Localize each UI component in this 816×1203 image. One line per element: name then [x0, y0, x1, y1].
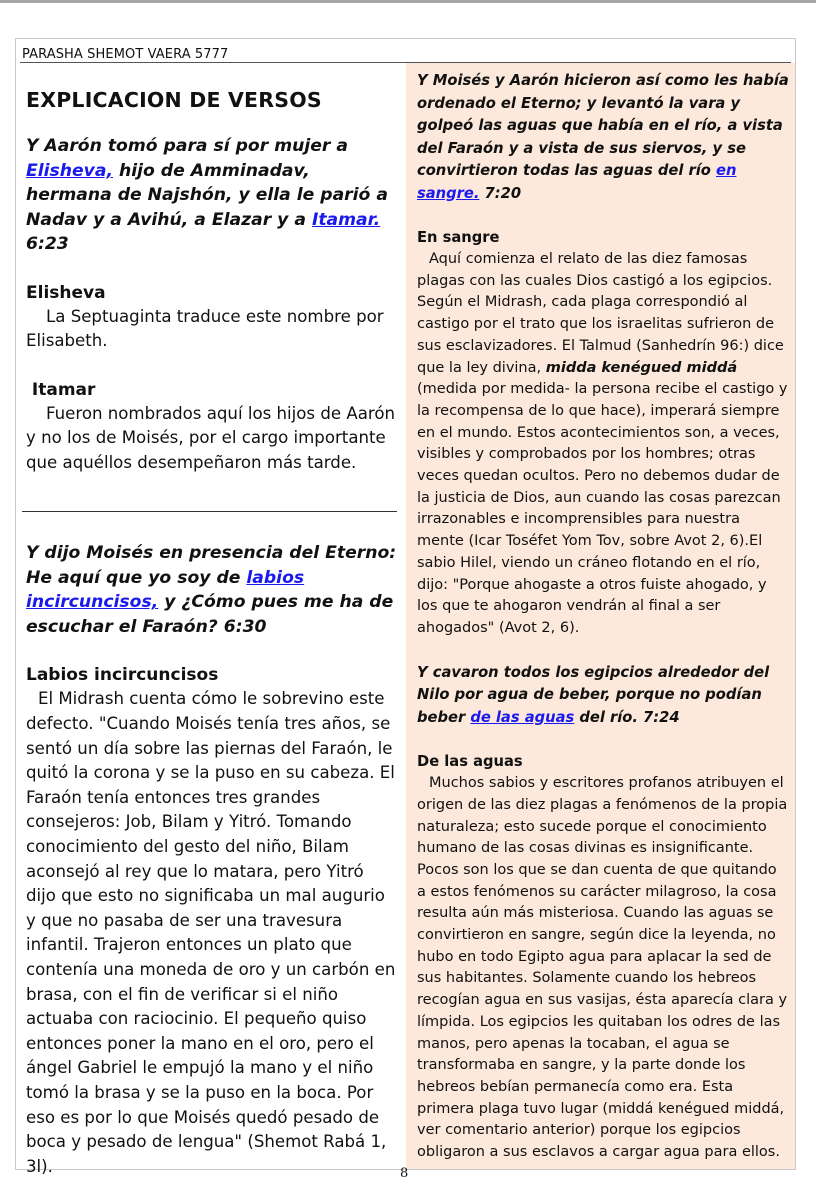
link-labios-incircuncisos[interactable]: labios incircuncisos, [26, 567, 305, 613]
term-de-las-aguas: De las aguas [417, 753, 523, 771]
left-column [26, 88, 398, 1179]
right-column [417, 70, 789, 1164]
term-en-sangre: En sangre [417, 229, 500, 246]
body-itamar: Fueron nombrados aquí los hijos de Aarón y no los de Moisés, por el cargo importante que aquéllos desempeñaron más tarde. [26, 403, 395, 472]
body-en-sangre: Aquí comienza el relato de las diez famosas plagas con las cuales Dios castigó a los egipcios. Según el Midrash, cada plaga correspondió al castigo por el trato que los israelitas sufrieron de sus esclavizadores. El Talmud (Sanhedrín 96:) dice que la ley divina, midda kenégued middá (medida por medida- la persona recibe el castigo y la recompensa de lo que hace), imperará siempre en el mundo. Estos acontecimientos son, a veces, visibles y comprobados por los hombres; otras veces quedan ocultos. Pero no debemos dudar de la justicia de Dios, aun cuando las cosas parezcan irrazonables e incomprensibles para nuestra mente (Icar Toséfet Yom Tov, sobre Avot 2, 6).El sabio Hilel, viendo un cráneo flotando en el río, dijo: "Porque ahogaste a otros fuiste ahogado, y los que te ahogaron vendrán al final a ser ahogados" (Avot 2, 6). [417, 251, 788, 636]
term-itamar: Itamar [31, 379, 96, 400]
body-elisheva: La Septuaginta traduce este nombre por Elisabeth. [26, 306, 384, 351]
verse-6-23: Y Aarón tomó para sí por mujer a Elisheva, hijo de Amminadav, hermana de Najshón, y ella le parió a Nadav y a Avihú, a Elazar y a Itamar. 6:23 [26, 136, 388, 254]
running-header: PARASHA SHEMOT VAERA 5777 [22, 47, 229, 62]
verse-6-30: Y dijo Moisés en presencia del Eterno: He aquí que yo soy de labios incircuncisos, y ¿Cómo pues me ha de escuchar el Faraón? 6:30 [26, 543, 397, 637]
link-de-las-aguas[interactable]: de las aguas [470, 708, 575, 726]
emphasis-midda-keneguerd: midda kenégued middá [545, 359, 738, 376]
body-labios-incircuncisos: El Midrash cuenta cómo le sobrevino este defecto. "Cuando Moisés tenía tres años, se sentó un día sobre las piernas del Faraón, le quitó la corona y se la puso en su cabeza. El Faraón tenía entonces tres grandes consejeros: Job, Bilam y Yitró. Tomando conocimiento del gesto del niño, Bilam aconsejó al rey que lo matara, pero Yitró dijo que esto no significaba un mal augurio y que no pasaba de ser una travesura infantil. Trajeron entonces un plato que contenía una moneda de oro y un carbón en brasa, con el fin de verificar si el niño actuaba con raciocinio. El pequeño quiso entonces poner la mano en el oro, pero el ángel Gabriel le empujó la mano y el niño tomó la brasa y se la puso en la boca. Por eso es por lo que Moisés quedó pesado de boca y pesado de lengua" (Shemot Rabá 1, 3l). [26, 689, 396, 1176]
top-border [0, 0, 816, 3]
section-title: EXPLICACION DE VERSOS [26, 88, 322, 112]
verse-7-20: Y Moisés y Aarón hicieron así como les había ordenado el Eterno; y levantó la vara y golpeó las aguas que había en el río, a vista del Faraón y a vista de sus siervos, y se convirtieron todas las aguas del río en sangre. 7:20 [417, 72, 789, 202]
term-elisheva: Elisheva [26, 282, 106, 303]
body-de-las-aguas: Muchos sabios y escritores profanos atribuyen el origen de las diez plagas a fenómenos de la propia naturaleza; esto sucede porque el conocimiento humano de las cosas divinas es insignificante. Pocos son los que se dan cuenta de que quitando a estos fenómenos su carácter milagroso, la cosa resulta aún más misteriosa. Cuando las aguas se convirtieron en sangre, según dice la leyenda, no hubo en todo Egipto agua para aplacar la sed de sus habitantes. Solamente cuando los hebreos recogían agua en sus vasijas, ésta aparecía clara y límpida. Los egipcios les quitaban los odres de las manos, pero apenas la tocaban, el agua se transformaba en sangre, y la parte donde los hebreos bebían permanecía como era. Esta primera plaga tuvo lugar (middá kenégued middá, ver comentario anterior) porque los egipcios obligaron a sus esclavos a cargar agua para ellos. [417, 775, 788, 1161]
link-itamar[interactable]: Itamar. [311, 209, 381, 230]
link-en-sangre[interactable]: en sangre. [417, 162, 737, 202]
verse-7-24: Y cavaron todos los egipcios alrededor del Nilo por agua de beber, porque no podían beber de las aguas del río. 7:24 [417, 663, 770, 726]
term-labios-incircuncisos: Labios incircuncisos [26, 665, 219, 686]
section-divider [22, 511, 397, 512]
link-elisheva[interactable]: Elisheva, [26, 160, 113, 181]
page-number: 8 [400, 1166, 409, 1181]
